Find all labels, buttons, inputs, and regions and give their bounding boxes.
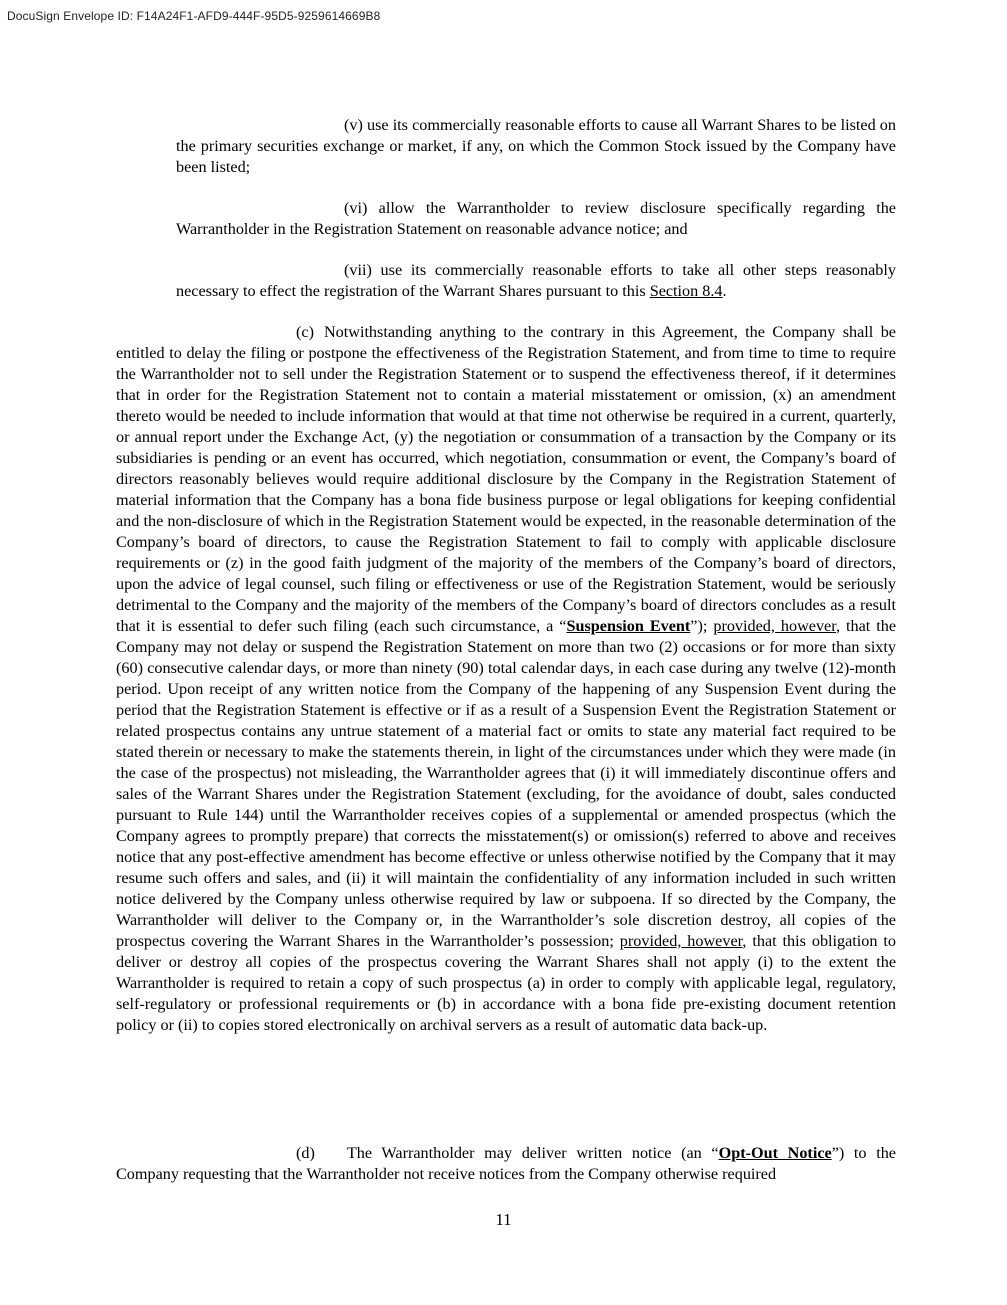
clause-vi-text: (vi) allow the Warrantholder to review disclosure specifically regarding the Warrantholder in the Registration Statement on reasonable advance notice; and [176, 199, 896, 238]
clause-v-text: (v) use its commercially reasonable efforts to cause all Warrant Shares to be listed on the primary securities exchange or market, if any, on which the Common Stock issued by the Company have been listed; [176, 116, 896, 176]
clause-vii: (vii) use its commercially reasonable efforts to take all other steps reasonably necessary to effect the registration of the Warrant Shares pursuant to this Section 8.4. [176, 261, 896, 300]
clause-vii-text: (vii) use its commercially reasonable efforts to take all other steps reasonably necessary to effect the registration of the Warrant Shares pursuant to this [176, 261, 896, 300]
paragraph-d [116, 1143, 896, 1185]
paragraph-d-text-2: ”) to the Company requesting that the Warrantholder not receive notices from the Company otherwise required [116, 1144, 896, 1183]
paragraph-c: (c) Notwithstanding anything to the contrary in this Agreement, the Company shall be entitled to delay the filing or postpone the effectiveness of the Registration Statement, and from time to time to require the Warrantholder not to sell under the Registration Statement or to suspend the effectiveness thereof, if it determines that in order for the Registration Statement not to contain a material misstatement or omission, (x) an amendment thereto would be needed to include information that would at that time not otherwise be required in a current, quarterly, or annual report under the Exchange Act, (y) the negotiation or consummation of a transaction by the Company or its subsidiaries is pending or an event has occurred, which negotiation, consummation or event, the Company’s board of directors reasonably believes would require additional disclosure by the Company in the Registration Statement of material information that the Company has a bona fide business purpose or legal obligations for keeping confidential and the non-disclosure of which in the Registration Statement would be expected, in the reasonable determination of the Company’s board of directors, to cause the Registration Statement to fail to comply with applicable disclosure requirements or (z) in the good faith judgment of the majority of the members of the Company’s board of directors, upon the advice of legal counsel, such filing or effectiveness or use of the Registration Statement, would be seriously detrimental to the Company and the majority of the members of the Company’s board of directors concludes as a result that it is essential to defer such filing (each such circumstance, a “Suspension Event”); provided, however, that the Company may not delay or suspend the Registration Statement on more than two (2) occasions or for more than sixty (60) consecutive calendar days, or more than ninety (90) total calendar days, in each case during any twelve (12)-month period. Upon receipt of any written notice from the Company of the happening of any Suspension Event during the period that the Registration Statement is effective or if as a result of a Suspension Event the Registration Statement or related prospectus contains any untrue statement of a material fact or omits to state any material fact required to be stated therein or necessary to make the statements therein, in light of the circumstances under which they were made (in the case of the prospectus) not misleading, the Warrantholder agrees that (i) it will immediately discontinue offers and sales of the Warrant Shares under the Registration Statement (excluding, for the avoidance of doubt, sales conducted pursuant to Rule 144) until the Warrantholder receives copies of a supplemental or amended prospectus (which the Company agrees to promptly prepare) that corrects the misstatement(s) or omission(s) referred to above and receives notice that any post-effective amendment has become effective or unless otherwise notified by the Company that it may resume such offers and sales, and (ii) it will maintain the confidentiality of any information included in such written notice delivered by the Company unless otherwise required by law or subpoena. If so directed by the Company, the Warrantholder will deliver to the Company or, in the Warrantholder’s sole discretion destroy, all copies of the prospectus covering the Warrant Shares in the Warrantholder’s possession; provided, however, that this obligation to deliver or destroy all copies of the prospectus covering the Warrant Shares shall not apply (i) to the extent the Warrantholder is required to retain a copy of such prospectus (a) in order to comply with applicable legal, regulatory, self-regulatory or professional requirements or (b) in accordance with a bona fide pre-existing document retention policy or (ii) to copies stored electronically on archival servers as a result of automatic data back-up. [116, 323, 897, 1034]
paragraph-d-text-1: The Warrantholder may deliver written notice (an “ [346, 1144, 719, 1162]
docusign-envelope-id: DocuSign Envelope ID: F14A24F1-AFD9-444F-95D5-9259614669B8 [7, 9, 381, 23]
paragraph-c-text-1: Notwithstanding anything to the contrary in this Agreement, the Company shall be entitled to delay the filing or postpone the effectiveness of the Registration Statement, and from time to time to require the Warrantholder not to sell under the Registration Statement or to suspend the effectiveness thereof, if it determines that in order for the Registration Statement not to contain a material misstatement or omission, (x) an amendment thereto would be needed to include information that would at that time not otherwise be required in a current, quarterly, or annual report under the Exchange Act, (y) the negotiation or consummation of a transaction by the Company or its subsidiaries is pending or an event has occurred, which negotiation, consummation or event, the Company’s board of directors reasonably believes would require additional disclosure by the Company in the Registration Statement of material information that the Company has a bona fide business purpose or legal obligations for keeping confidential and the non-disclosure of which in the Registration Statement would be expected, in the reasonable determination of the Company’s board of directors, to cause the Registration Statement to fail to comply with applicable disclosure requirements or (z) in the good faith judgment of the majority of the members of the Company’s board of directors, upon the advice of legal counsel, such filing or effectiveness or use of the Registration Statement, would be seriously detrimental to the Company and the majority of the members of the Company’s board of directors concludes as a result that it is essential to defer such filing (each such circumstance, a “ [116, 323, 896, 635]
paragraph-c-label: (c) [296, 323, 314, 341]
paragraph-c-text-3: , that this obligation to deliver or destroy all copies of the prospectus covering the Warrant Shares shall not apply (i) to the extent the Warrantholder is required to retain a copy of such prospectus (a) in order to comply with applicable legal, regulatory, self-regulatory or professional requirements or (b) in accordance with a bona fide pre-existing document retention policy or (ii) to copies stored electronically on archival servers as a result of automatic data back-up. [116, 932, 897, 1034]
section-8-4-reference: Section 8.4 [649, 282, 723, 300]
clause-v [176, 115, 896, 178]
opt-out-notice-term: Opt-Out Notice [718, 1144, 832, 1162]
proviso-1: provided, however [713, 617, 836, 635]
clause-vi [176, 198, 896, 240]
proviso-2: provided, however [619, 932, 743, 950]
page-number: 11 [495, 1210, 512, 1229]
paragraph-c-text-2: , that the Company may not delay or suspend the Registration Statement on more than two (2) occasions or for more than sixty (60) consecutive calendar days, or more than ninety (90) total calendar days, in each case during any twelve (12)-month period. Upon receipt of any written notice from the Company of the happening of any Suspension Event during the period that the Registration Statement is effective or if as a result of a Suspension Event the Registration Statement or related prospectus contains any untrue statement of a material fact or omits to state any material fact required to be stated therein or necessary to make the statements therein, in light of the circumstances under which they were made (in the case of the prospectus) not misleading, the Warrantholder agrees that (i) it will immediately discontinue offers and sales of the Warrant Shares under the Registration Statement (excluding, for the avoidance of doubt, sales conducted pursuant to Rule 144) until the Warrantholder receives copies of a supplemental or amended prospectus (which the Company agrees to promptly prepare) that corrects the misstatement(s) or omission(s) referred to above and receives notice that any post-effective amendment has become effective or unless otherwise notified by the Company that it may resume such offers and sales, and (ii) it will maintain the confidentiality of any information included in such written notice delivered by the Company unless otherwise required by law or subpoena. If so directed by the Company, the Warrantholder will deliver to the Company or, in the Warrantholder’s sole discretion destroy, all copies of the prospectus covering the Warrant Shares in the Warrantholder’s possession; [116, 617, 897, 950]
paragraph-d-label: (d) [296, 1144, 315, 1162]
suspension-event-term: Suspension Event [566, 617, 691, 635]
